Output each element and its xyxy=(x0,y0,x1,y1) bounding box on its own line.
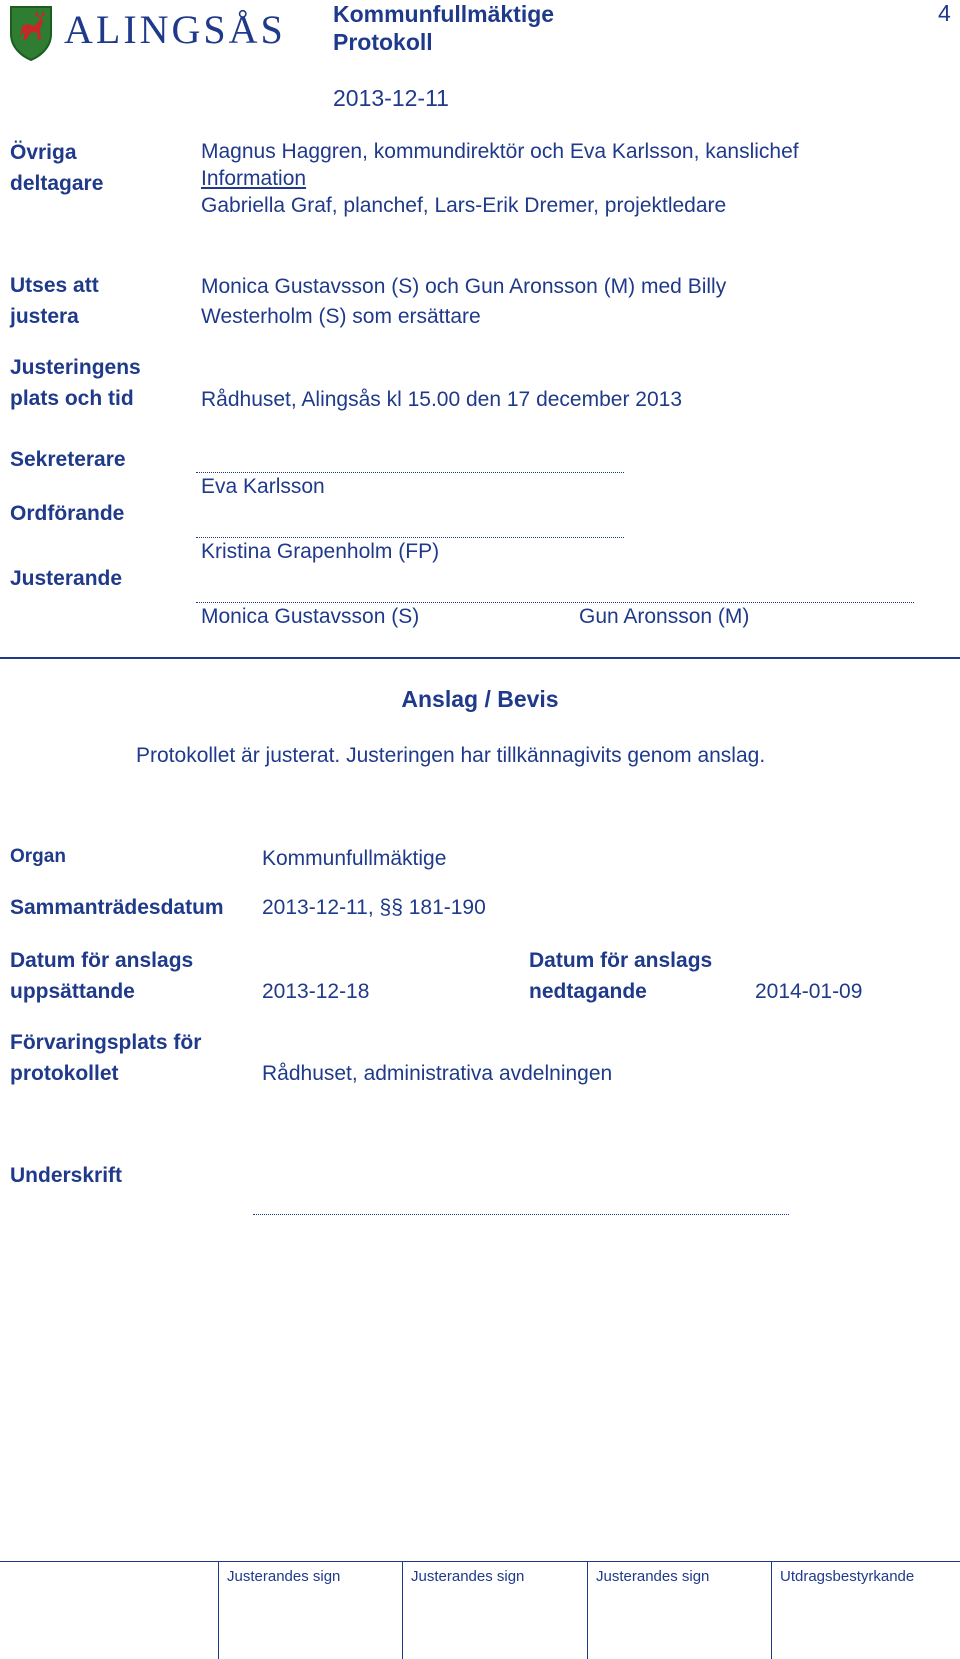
ordforande-name: Kristina Grapenholm (FP) xyxy=(201,540,440,563)
document-type: Protokoll xyxy=(333,29,433,55)
logo-text: ALINGSÅS xyxy=(64,7,286,52)
ovriga-deltagare-label: Övriga deltagare xyxy=(10,141,104,195)
ovriga-deltagare-value xyxy=(201,138,799,219)
justeringens-value: Rådhuset, Alingsås kl 15.00 den 17 december 2013 xyxy=(201,388,683,411)
footer-justerandes-sign-1: Justerandes sign xyxy=(227,1568,341,1585)
footer-cell-divider-1 xyxy=(218,1562,219,1659)
sekreterare-name: Eva Karlsson xyxy=(201,475,325,498)
sammantradesdatum-value: 2013-12-11, §§ 181-190 xyxy=(262,896,486,919)
coat-of-arms-icon xyxy=(8,4,54,62)
utses-att-justera-label: Utses att justera xyxy=(10,274,99,328)
justeringens-label: Justeringens plats och tid xyxy=(10,356,141,410)
footer-justerandes-sign-2: Justerandes sign xyxy=(411,1568,525,1585)
justerande-name-1: Monica Gustavsson (S) xyxy=(201,605,420,628)
ovriga-line-3: Gabriella Graf, planchef, Lars-Erik Dremer, projektledare xyxy=(201,194,727,217)
uppsattande-value: 2013-12-18 xyxy=(262,980,370,1003)
anslag-statement: Protokollet är justerat. Justeringen har tillkännagivits genom anslag. xyxy=(136,744,766,767)
footer-rule xyxy=(0,1561,960,1562)
forvaringsplats-value: Rådhuset, administrativa avdelningen xyxy=(262,1062,613,1085)
footer-justerandes-sign-3: Justerandes sign xyxy=(596,1568,710,1585)
footer-cell-divider-2 xyxy=(402,1562,403,1659)
document-title: Kommunfullmäktige xyxy=(333,1,555,27)
page-number: 4 xyxy=(938,0,951,26)
organ-value: Kommunfullmäktige xyxy=(262,847,447,870)
nedtagande-value: 2014-01-09 xyxy=(755,980,863,1003)
information-link[interactable]: Information xyxy=(201,167,307,190)
anslag-heading: Anslag / Bevis xyxy=(401,686,559,712)
underskrift-label: Underskrift xyxy=(10,1164,123,1187)
forvaringsplats-label: Förvaringsplats för protokollet xyxy=(10,1031,202,1085)
meeting-date: 2013-12-11 xyxy=(333,85,449,111)
municipality-logo xyxy=(8,4,298,64)
footer-utdragsbestyrkande: Utdragsbestyrkande xyxy=(780,1568,915,1585)
footer-cell-divider-4 xyxy=(771,1562,772,1659)
underskrift-signature-line xyxy=(253,1214,789,1215)
sammantradesdatum-label: Sammanträdesdatum xyxy=(10,896,224,919)
ordforande-label: Ordförande xyxy=(10,502,125,525)
utses-att-justera-value: Monica Gustavsson (S) och Gun Aronsson (M) med Billy Westerholm (S) som ersättare xyxy=(201,275,727,328)
justerande-name-2: Gun Aronsson (M) xyxy=(579,605,750,628)
section-divider xyxy=(0,657,960,659)
nedtagande-label: Datum för anslags nedtagande xyxy=(529,949,713,1003)
justerande-label: Justerande xyxy=(10,567,123,590)
organ-label: Organ xyxy=(10,846,66,867)
sekreterare-label: Sekreterare xyxy=(10,448,126,471)
uppsattande-label: Datum för anslags uppsättande xyxy=(10,949,194,1003)
footer-cell-divider-3 xyxy=(587,1562,588,1659)
ovriga-line-1: Magnus Haggren, kommundirektör och Eva Karlsson, kanslichef xyxy=(201,140,799,163)
